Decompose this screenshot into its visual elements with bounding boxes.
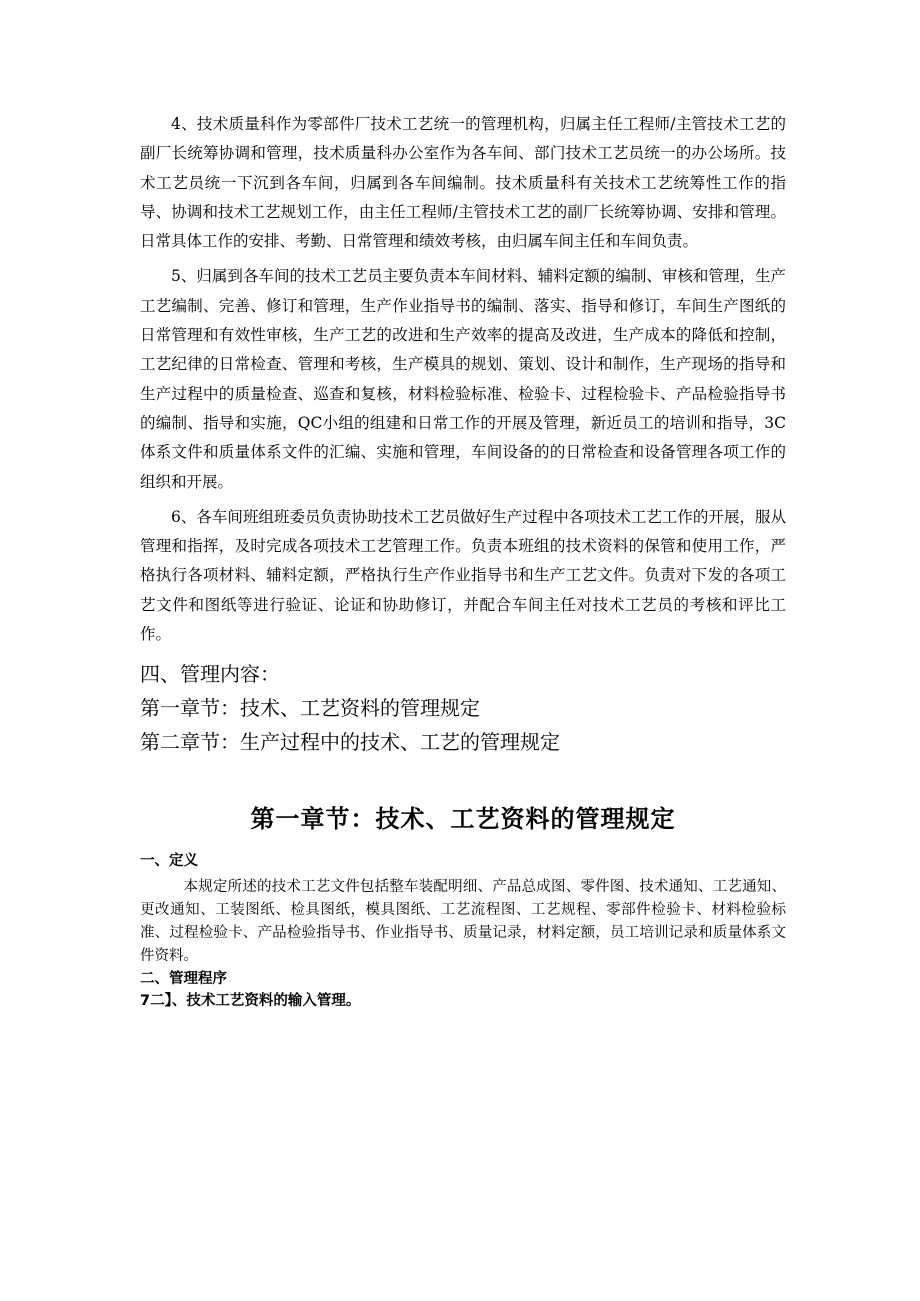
document-page bbox=[140, 110, 786, 1012]
section-four-heading: 四、管理内容： bbox=[140, 662, 280, 687]
chapter-title: 第一章节：技术、工艺资料的管理规定 bbox=[250, 804, 676, 834]
outline-chapter-two: 第二章节：生产过程中的技术、工艺的管理规定 bbox=[140, 730, 560, 755]
procedure-heading: 二、管理程序 bbox=[140, 971, 227, 988]
definition-heading: 一、定义 bbox=[140, 853, 198, 870]
input-management-heading: 7二】、技术工艺资料的输入管理。 bbox=[140, 993, 361, 1010]
paragraph-item-4: 4、技术质量科作为零部件厂技术工艺统一的管理机构，归属主任工程师/主管技术工艺的副厂长统筹协调和管理，技术质量科办公室作为各车间、部门技术工艺员统一的办公场所。技术工艺员统一下沉到各车间，归属到各车间编制。技术质量科有关技术工艺统筹性工作的指导、协调和技术工艺规划工作，由主任工程师/主管技术工艺的副厂长统筹协调、安排和管理。日常具体工作的安排、考勤、日常管理和绩效考核，由归属车间主任和车间负责。 bbox=[140, 115, 786, 251]
outline-chapter-one: 第一章节：技术、工艺资料的管理规定 bbox=[140, 696, 480, 721]
paragraph-item-5: 5、归属到各车间的技术工艺员主要负责本车间材料、辅料定额的编制、审核和管理，生产工艺编制、完善、修订和管理，生产作业指导书的编制、落实、指导和修订，车间生产图纸的日常管理和有效性审核，生产工艺的改进和生产效率的提高及改进，生产成本的降低和控制，工艺纪律的日常检查、管理和考核，生产模具的规划、策划、设计和制作，生产现场的指导和生产过程中的质量检查、巡查和复核，材料检验标准、检验卡、过程检验卡、产品检验指导书的编制、指导和实施，QC小组的组建和日常工作的开展及管理，新近员工的培训和指导，3C体系文件和质量体系文件的汇编、实施和管理，车间设备的的日常检查和设备管理各项工作的组织和开展。 bbox=[140, 267, 786, 491]
paragraph-item-6: 6、各车间班组班委员负责协助技术工艺员做好生产过程中各项技术工艺工作的开展，服从管理和指挥，及时完成各项技术工艺管理工作。负责本班组的技术资料的保管和使用工作，严格执行各项材料、辅料定额，严格执行生产作业指导书和生产工艺文件。负责对下发的各项工艺文件和图纸等进行验证、论证和协助修订，并配合车间主任对技术工艺员的考核和评比工作。 bbox=[140, 507, 786, 644]
definition-text: 本规定所述的技术工艺文件包括整车装配明细、产品总成图、零件图、技术通知、工艺通知、更改通知、工装图纸、检具图纸，模具图纸、工艺流程图、工艺规程、零部件检验卡、材料检验标准、过程检验卡、产品检验指导书、作业指导书、质量记录，材料定额，员工培训记录和质量体系文件资料。 bbox=[140, 879, 786, 965]
